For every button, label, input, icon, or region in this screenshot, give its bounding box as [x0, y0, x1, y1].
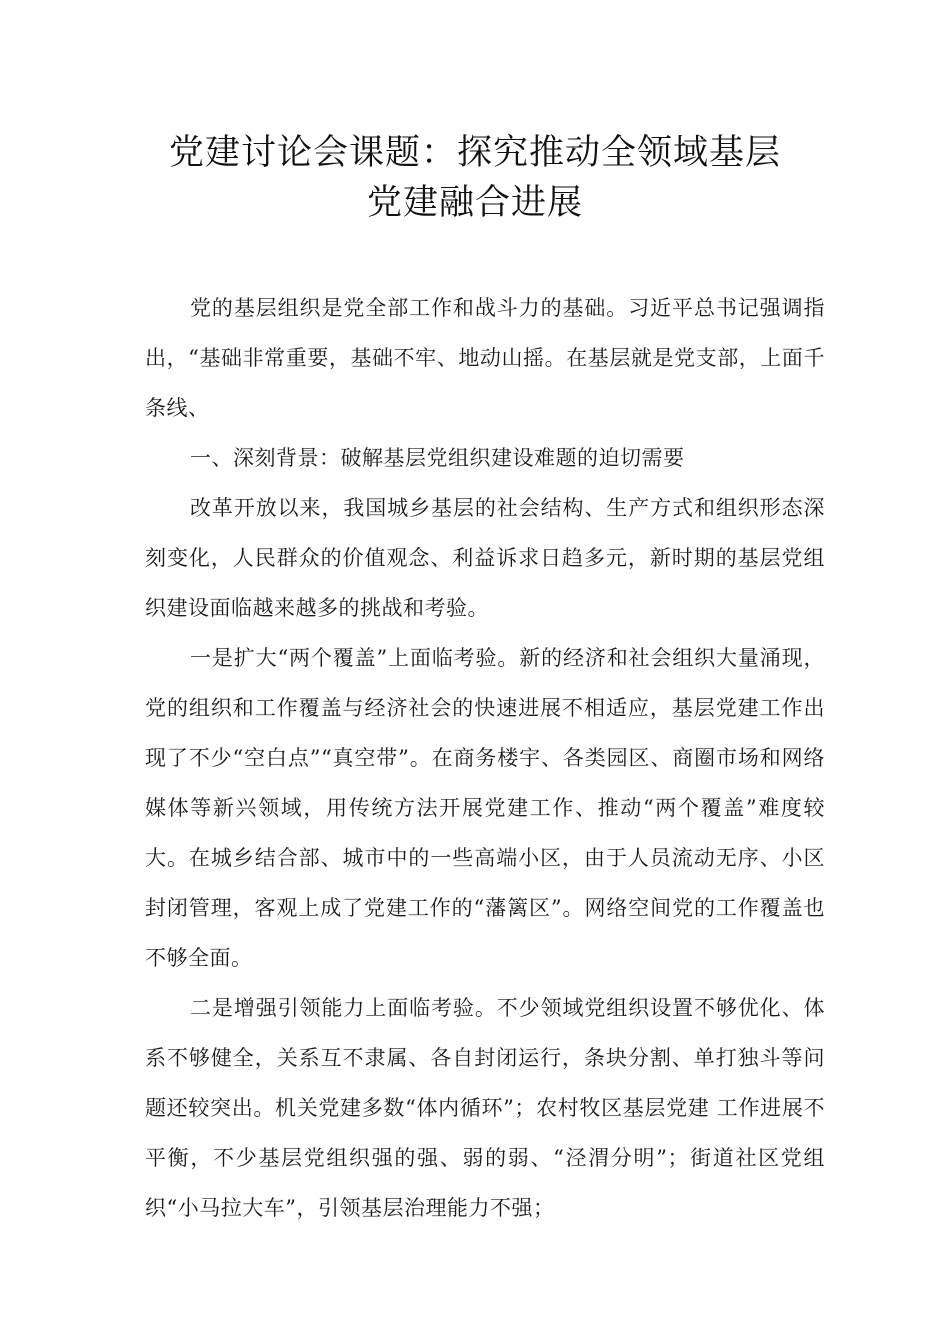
paragraph-leadership: 二是增强引领能力上面临考验。不少领域党组织设置不够优化、体系不够健全，关系互不隶属、各自封闭运行，条块分割、单打独斗等问题还较突出。机关党建多数“体内循环”；农村牧区基层党建 工作进展不平衡，不少基层党组织强的强、弱的弱、“泾渭分明”；街道社区党组织“小马拉大车”，引领基层治理能力不强；: [145, 996, 825, 1220]
paragraph-background: 改革开放以来，我国城乡基层的社会结构、生产方式和组织形态深刻变化，人民群众的价值观念、利益诉求日趋多元，新时期的基层党组织建设面临越来越多的挑战和考验。: [145, 496, 825, 620]
section-heading-1: 一、深刻背景：破解基层党组织建设难题的迫切需要: [190, 446, 685, 470]
title-line-2: 党建融合进展: [366, 183, 583, 223]
title-line-1: 党建讨论会课题：探究推动全领域基层: [168, 133, 781, 173]
document-body: [145, 283, 825, 1233]
document-title: [100, 128, 850, 228]
paragraph-coverage: 一是扩大“两个覆盖”上面临考验。新的经济和社会组织大量涌现，党的组织和工作覆盖与经济社会的快速进展不相适应，基层党建工作出现了不少“空白点”“真空带”。在商务楼宇、各类园区、商圈市场和网络媒体等新兴领域，用传统方法开展党建工作、推动“两个覆盖”难度较大。在城乡结合部、城市中的一些高端小区，由于人员流动无序、小区封闭管理，客观上成了党建工作的“藩篱区”。网络空间党的工作覆盖也不够全面。: [145, 646, 825, 970]
paragraph-intro: 党的基层组织是党全部工作和战斗力的基础。习近平总书记强调指出，“基础非常重要，基础不牢、地动山摇。在基层就是党支部，上面千条线、: [145, 296, 825, 420]
